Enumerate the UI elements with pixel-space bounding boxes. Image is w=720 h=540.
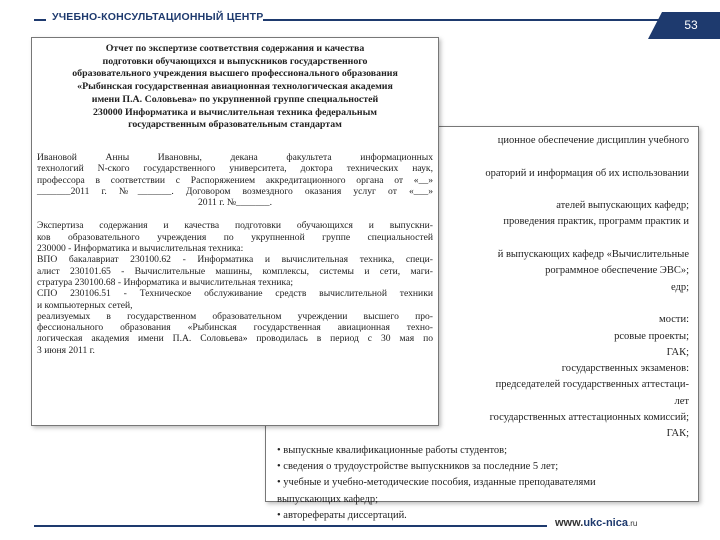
text-line: мости:	[659, 314, 689, 326]
text-line: выпускающих кафедр;	[277, 493, 379, 505]
text-line: фессионального образования «Рыбинская государственная авиационная техно-	[37, 322, 433, 334]
text-line: • сведения о трудоустройстве выпускников за последние 5 лет;	[277, 460, 559, 472]
report-title-line: подготовки обучающихся и выпускников государственного	[102, 55, 368, 67]
text-line: й выпускающих кафедр «Вычислительные	[497, 249, 689, 261]
text-line: реализуемых в государственном образовательном учреждении высшего про-	[37, 310, 433, 322]
report-title-line: 230000 Информатика и вычислительная техника федеральным	[92, 106, 378, 118]
report-title	[32, 43, 438, 132]
text-line: 3 июня 2011 г.	[37, 344, 95, 356]
text-line: ков образовательного учреждения по укрупненной группе специальностей	[37, 231, 433, 243]
text-line: ционное обеспечение дисциплин учебного	[497, 135, 689, 146]
text-line: государственных аттестационных комиссий;	[489, 412, 689, 424]
report-title-line: имени П.А. Соловьева» по укрупненной группе специальностей	[91, 93, 379, 105]
text-line: рограммное обеспечение ЭВС»;	[545, 265, 689, 277]
header-line-left	[34, 19, 46, 21]
footer-line	[34, 525, 547, 527]
report-title-line: «Рыбинская государственная авиационная технологическая академия	[77, 81, 393, 93]
text-line: едр;	[670, 281, 689, 293]
text-line: 2011 г. №_______.	[197, 197, 272, 209]
text-line: председателей государственных аттестаци-	[495, 379, 689, 391]
text-line: рсовые проекты;	[614, 330, 689, 342]
text-line: лет	[674, 395, 689, 407]
footer-website-link[interactable]	[555, 517, 637, 529]
text-line: профессора в соответствии с Распоряжением аккредитационного органа от «__»	[37, 174, 433, 186]
text-line: ВПО бакалавриат 230100.62 - Информатика и вычислительная техника, специ-	[37, 254, 433, 266]
header-line-right	[263, 19, 663, 21]
footer-url-brand: ukc-nica	[583, 517, 628, 529]
report-title-line: Отчет по экспертизе соответствия содержания и качества	[105, 43, 365, 54]
text-line: государственных экзаменов:	[561, 363, 689, 375]
text-line: ораторий и информация об их использовании	[485, 167, 689, 179]
report-paragraph-1	[37, 152, 433, 208]
report-body	[37, 152, 433, 356]
text-line: ГАК;	[666, 346, 689, 358]
text-line: логическая академия имени П.А. Соловьева» проводилась в период с 30 мая по	[37, 333, 433, 345]
text-line: алист 230101.65 - Вычислительные машины, комплексы, системы и сети, маги-	[37, 265, 433, 277]
footer-url-prefix: www.	[555, 517, 584, 529]
text-line: ГАК;	[666, 428, 689, 440]
report-title-line: государственным образовательным стандартам	[128, 119, 342, 131]
report-title-line: образовательного учреждения высшего профессионального образования	[72, 68, 398, 80]
text-line: и компьютерных сетей,	[37, 299, 133, 311]
text-line: стратура 230100.68 - Информатика и вычислительная техника;	[37, 276, 293, 288]
footer-url-tld: .ru	[627, 519, 638, 528]
text-line: • авторефераты диссертаций.	[277, 509, 407, 521]
text-line: • учебные и учебно-методические пособия, изданные преподавателями	[277, 477, 596, 489]
text-line: 230000 - Информатика и вычислительная техника:	[37, 243, 244, 255]
text-line: технологий N-ского государственного университета, доктора технических наук,	[37, 163, 433, 175]
front-document	[31, 37, 439, 426]
text-line: • выпускные квалификационные работы студентов;	[277, 444, 508, 456]
page-number: 53	[662, 12, 720, 39]
text-line: Ивановой Анны Ивановны, декана факультета информационных	[37, 152, 433, 163]
text-line: проведения практик, программ практик и	[503, 216, 689, 228]
header-title: УЧЕБНО-КОНСУЛЬТАЦИОННЫЙ ЦЕНТР	[52, 11, 264, 23]
text-line: Экспертиза содержания и качества подготовки обучающихся и выпускни-	[37, 220, 433, 232]
text-line: _______2011 г. №_______. Договором возмездного оказания услуг от «___»	[37, 185, 433, 197]
text-line: ателей выпускающих кафедр;	[556, 200, 689, 212]
report-paragraph-2	[37, 220, 433, 356]
text-line: СПО 230106.51 - Техническое обслуживание средств вычислительной техники	[37, 288, 433, 300]
